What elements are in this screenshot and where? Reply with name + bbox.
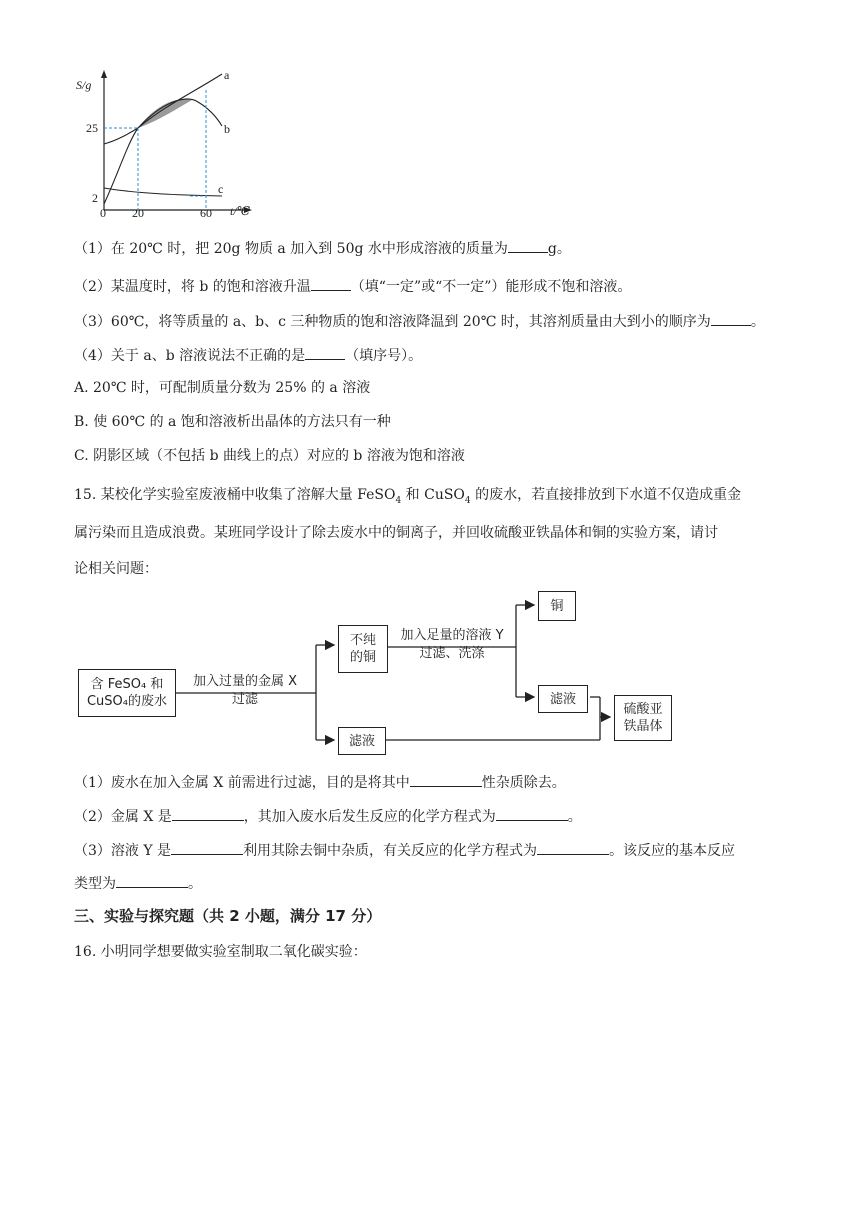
curve-label-a: a bbox=[224, 68, 230, 82]
answer-blank bbox=[508, 238, 548, 253]
flow-step2-line2: 过滤、洗涤 bbox=[419, 646, 485, 661]
x-tick-0: 0 bbox=[100, 206, 106, 220]
y-tick-25: 25 bbox=[86, 121, 98, 135]
q14-part1-text: （1）在 20℃ 时，把 20g 物质 a 加入到 50g 水中形成溶液的质量为 bbox=[74, 241, 508, 257]
q14-option-b: B. 使 60℃ 的 a 饱和溶液析出晶体的方法只有一种 bbox=[74, 414, 391, 430]
shaded-region bbox=[138, 99, 192, 128]
q14-part4-text: （4）关于 a、b 溶液说法不正确的是 bbox=[74, 348, 306, 364]
answer-blank bbox=[171, 840, 243, 855]
q15-part3-mid: 利用其除去铜中杂质，有关反应的化学方程式为 bbox=[243, 843, 538, 859]
flow-start-text bbox=[87, 676, 167, 710]
flow-filtrate-top-text: 滤液 bbox=[549, 691, 576, 707]
flow-step1-line1: 加入过量的金属 X bbox=[192, 674, 298, 689]
q14-part4 bbox=[74, 345, 422, 366]
q15-part1 bbox=[74, 772, 566, 793]
q15-part3-line2-text: 类型为 bbox=[74, 876, 116, 892]
flow-product-line2: 铁晶体 bbox=[623, 719, 663, 734]
flow-impure-line1: 不纯 bbox=[349, 633, 376, 648]
section-3-heading: 三、实验与探究题（共 2 小题，满分 17 分） bbox=[74, 907, 382, 925]
q15-part2 bbox=[74, 806, 582, 827]
q15-intro-part-c: 的废水，若直接排放到下水道不仅造成重金 bbox=[470, 487, 742, 503]
q15-part3-line2-end: 。 bbox=[188, 876, 202, 892]
solubility-graph-svg bbox=[70, 64, 270, 224]
q15-part3-line2 bbox=[74, 873, 202, 894]
q14-part3-text: （3）60℃，将等质量的 a、b、c 三种物质的饱和溶液降温到 20℃ 时，其溶剂质量由大到小的顺序为 bbox=[74, 314, 711, 330]
answer-blank bbox=[537, 840, 609, 855]
flow-product-line1: 硫酸亚 bbox=[623, 702, 663, 717]
flow-step2-line1: 加入足量的溶液 Y bbox=[400, 628, 504, 643]
q14-part2 bbox=[74, 276, 631, 297]
q15-intro-line1 bbox=[74, 485, 741, 511]
flow-copper-text: 铜 bbox=[550, 598, 564, 614]
flow-impure-line2: 的铜 bbox=[349, 650, 376, 665]
flow-filtrate-bottom-text: 滤液 bbox=[348, 733, 375, 749]
flow-start-box bbox=[78, 669, 176, 717]
curve-label-b: b bbox=[224, 122, 230, 136]
curve-a bbox=[104, 74, 222, 204]
flow-diagram bbox=[70, 585, 690, 765]
flow-product-text bbox=[623, 701, 662, 735]
q14-part2-end: （填“一定”或“不一定”）能形成不饱和溶液。 bbox=[350, 279, 632, 295]
answer-blank bbox=[311, 276, 351, 291]
q15-part3-end: 。该反应的基本反应 bbox=[609, 843, 736, 859]
flow-step1-label bbox=[180, 673, 310, 709]
q15-intro-line3: 论相关问题： bbox=[74, 561, 158, 577]
q14-part1-end: g。 bbox=[547, 241, 571, 257]
y-axis-arrow bbox=[101, 70, 107, 78]
answer-blank bbox=[496, 806, 568, 821]
q15-intro-line2: 属污染而且造成浪费。某班同学设计了除去废水中的铜离子，并回收硫酸亚铁晶体和铜的实验方案，请讨 bbox=[74, 525, 718, 541]
x-tick-20: 20 bbox=[132, 206, 144, 220]
q14-part1 bbox=[74, 238, 571, 259]
subscript-4: 4 bbox=[464, 495, 471, 506]
flow-start-line2: CuSO₄的废水 bbox=[86, 694, 167, 709]
q15-part2-end: 。 bbox=[567, 809, 582, 825]
q14-part3 bbox=[74, 311, 765, 332]
flow-step2-label bbox=[390, 627, 514, 663]
flow-impure-copper-text bbox=[350, 632, 376, 666]
curve-label-c: c bbox=[218, 182, 224, 196]
answer-blank bbox=[172, 806, 244, 821]
q14-part3-end: 。 bbox=[750, 314, 765, 330]
q15-part2-mid: ，其加入废水后发生反应的化学方程式为 bbox=[243, 809, 496, 825]
answer-blank bbox=[116, 873, 188, 888]
x-tick-60: 60 bbox=[200, 206, 212, 220]
q14-part2-text: （2）某温度时，将 b 的饱和溶液升温 bbox=[74, 279, 311, 295]
subscript-4: 4 bbox=[395, 495, 402, 506]
curve-c bbox=[104, 188, 222, 196]
solubility-graph bbox=[70, 64, 270, 224]
x-axis-label: t/℃ bbox=[230, 204, 251, 218]
y-tick-2: 2 bbox=[92, 191, 98, 205]
q15-part1-end: 性杂质除去。 bbox=[481, 775, 566, 791]
flow-product-box bbox=[614, 695, 672, 741]
q15-part3 bbox=[74, 840, 735, 861]
flow-start-line1: 含 FeSO₄ 和 bbox=[90, 677, 164, 692]
flow-filtrate-bottom-box bbox=[338, 727, 386, 755]
q15-part1-text: （1）废水在加入金属 X 前需进行过滤，目的是将其中 bbox=[74, 775, 410, 791]
q15-part3-text: （3）溶液 Y 是 bbox=[74, 843, 172, 859]
q16-intro: 16. 小明同学想要做实验室制取二氧化碳实验： bbox=[74, 944, 367, 960]
answer-blank bbox=[305, 345, 345, 360]
answer-blank bbox=[711, 311, 751, 326]
q14-part4-end: （填序号）。 bbox=[345, 348, 423, 364]
answer-blank bbox=[410, 772, 482, 787]
flow-copper-box bbox=[538, 591, 576, 621]
flow-step1-line2: 过滤 bbox=[231, 692, 258, 707]
q15-intro-part-a: 15. 某校化学实验室废液桶中收集了溶解大量 FeSO bbox=[74, 487, 396, 503]
q15-part2-text: （2）金属 X 是 bbox=[74, 809, 172, 825]
flow-impure-copper-box bbox=[338, 625, 388, 673]
q15-intro-part-b: 和 CuSO bbox=[401, 487, 465, 503]
q14-option-a: A. 20℃ 时，可配制质量分数为 25% 的 a 溶液 bbox=[74, 380, 371, 396]
y-axis-label: S/g bbox=[76, 78, 92, 92]
flow-filtrate-top-box bbox=[538, 685, 588, 713]
q14-option-c: C. 阴影区域（不包括 b 曲线上的点）对应的 b 溶液为饱和溶液 bbox=[74, 448, 465, 464]
